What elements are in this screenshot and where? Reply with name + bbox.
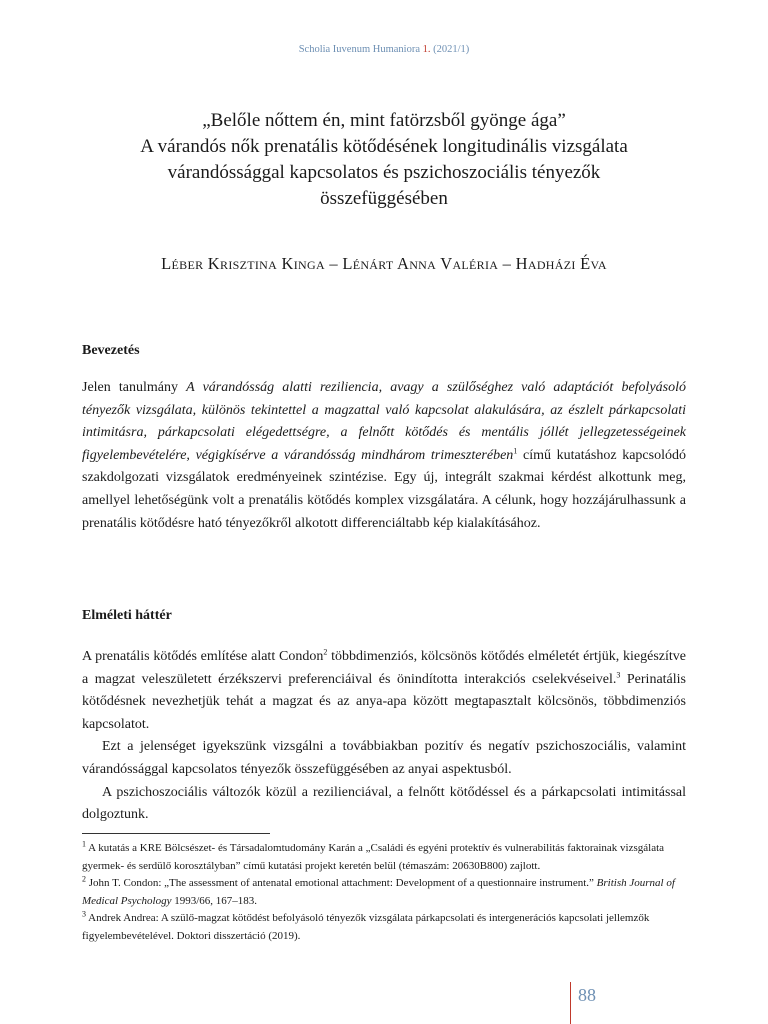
title-line-1: „Belőle nőttem én, mint fatörzsből gyönge ága”	[202, 110, 566, 131]
intro-text-rest: című kutatáshoz kapcsolódó szakdolgozati vizsgálatok eredményeinek szintézise. Egy új, integrált szakmai kérdést alkottunk meg, amellyel lehetőségünk volt a prenatális kötődés komplex vizsgálatára. A célunk, hogy hozzájárulhassunk a prenatális kötődésre ható tényezőkről alkotott differenciáltabb kép kialakításához.	[82, 447, 686, 531]
theory-paragraphs	[82, 646, 686, 827]
volume-number: 1.	[422, 44, 431, 55]
issue-number: (2021/1)	[433, 44, 470, 55]
theory-paragraph-3: A pszichoszociális változók közül a rezilienciával, a felnőtt kötődéssel és a párkapcsolati intimitással dolgoztunk.	[82, 784, 686, 823]
title-line-3: várandóssággal kapcsolatos és pszichoszociális tényezők	[167, 162, 601, 183]
footnote-2	[82, 875, 686, 910]
page-number: 88	[578, 985, 596, 1005]
title-line-2: A várandós nők prenatális kötődésének longitudinális vizsgálata	[140, 136, 628, 157]
theory-paragraph-2: Ezt a jelenséget igyekszünk vizsgálni a továbbiakban pozitív és negatív pszichoszociális, valamint várandóssággal kapcsolatos tényezők összefüggésében az anyai aspektusból.	[82, 739, 686, 777]
title-line-4: összefüggésében	[320, 188, 448, 209]
footnote-2-text-a: John T. Condon: „The assessment of antenatal emotional attachment: Development of a questionnaire instrument.”	[86, 877, 597, 889]
page-number-rule	[570, 982, 571, 1024]
footnote-1-text: A kutatás a KRE Bölcsészet- és Társadalomtudomány Karán a „Családi és egyéni protektív és vulnerabilitás faktorainak vizsgálata gyermek- és serdülő korosztályban” című kutatási projekt keretén belül (témaszám: 20630B800) zajlott.	[82, 842, 665, 872]
research-title-italic: A várandósság alatti reziliencia, avagy a szülőséghez való adaptációt befolyásoló tényezők vizsgálata, különös tekintettel a magzattal való kapcsolat alakulására, az észlelt párkapcsolati intimitásra, párkapcsolati elégedettségre, a felnőtt kötődés és mentális jóllét jellegzetességeinek figyelembevételére, végigkísérve a várandósság mindhárom trimeszterében	[82, 380, 686, 463]
theory-text-c: Perinatális kötődésnek nevezhetjük tehát a magzat és az anya-apa között megtapasztalt kölcsönös, többdimenziós kapcsolatot.	[82, 671, 686, 732]
footnote-3-number: 3	[82, 909, 86, 919]
section-heading-theory: Elméleti háttér	[82, 608, 172, 623]
author-list: Léber Krisztina Kinga – Lénárt Anna Valéria – Hadházi Éva	[161, 254, 607, 273]
intro-paragraph	[82, 377, 686, 535]
section-heading-intro: Bevezetés	[82, 343, 140, 358]
footnotes	[82, 840, 686, 945]
footnote-divider	[82, 833, 270, 834]
theory-text-a: A prenatális kötődés említése alatt Condon	[82, 649, 324, 664]
footnote-3	[82, 910, 686, 945]
footnote-3-text: Andrek Andrea: A szülő-magzat kötődést befolyásoló tényezők vizsgálata párkapcsolati és intergenerációs kapcsolati jellemzők figyelembevételével. Doktori disszertáció (2019).	[82, 912, 650, 942]
footnote-1	[82, 840, 686, 875]
footnote-ref-3[interactable]: 3	[616, 669, 621, 679]
footnote-2-number: 2	[82, 874, 86, 884]
running-head	[0, 44, 768, 55]
footnote-ref-1[interactable]: 1	[513, 446, 518, 456]
theory-text-b: többdimenziós, kölcsönös kötődés elméletét értjük, kiegészítve a magzat veleszületett érzékszervi preferenciáival és önindította interakciós cselekvéseivel.	[82, 649, 686, 687]
footnote-2-text-b: 1993/66, 167–183.	[171, 894, 258, 907]
footnote-2-journal: British Journal of Medical Psychology	[82, 877, 675, 907]
intro-text-start: Jelen tanulmány	[82, 380, 187, 395]
article-title	[60, 108, 708, 212]
footnote-ref-2[interactable]: 2	[323, 647, 328, 657]
journal-name: Scholia Iuvenum Humaniora	[298, 44, 420, 55]
footnote-1-number: 1	[82, 839, 86, 849]
